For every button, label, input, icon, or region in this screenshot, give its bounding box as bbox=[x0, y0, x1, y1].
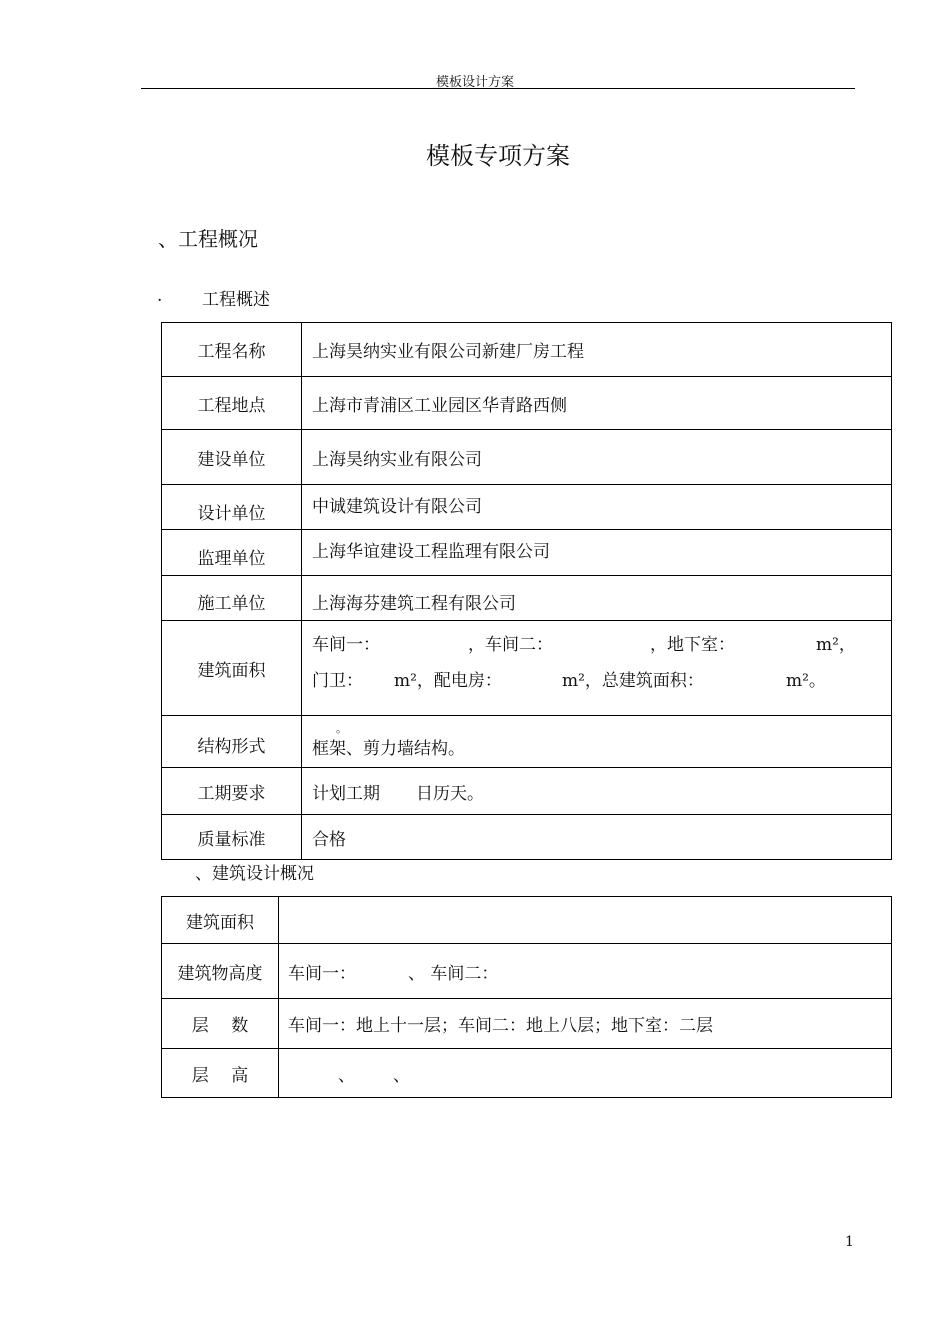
floor-height-sep-2: 、 bbox=[393, 1065, 410, 1086]
row-label: 工期要求 bbox=[162, 768, 302, 815]
row-value: 上海海芬建筑工程有限公司 bbox=[302, 576, 892, 621]
height-workshop-2: 、 车间二： bbox=[408, 963, 499, 984]
area-line-2 bbox=[312, 663, 891, 699]
row-label: 层 数 bbox=[162, 999, 279, 1049]
height-workshop-1: 车间一： bbox=[288, 963, 356, 984]
row-value: 上海昊纳实业有限公司新建厂房工程 bbox=[302, 323, 892, 377]
subsection-heading: 工程概述 bbox=[202, 290, 270, 310]
row-label: 工程名称 bbox=[162, 323, 302, 377]
row-label: 质量标准 bbox=[162, 815, 302, 860]
table-row bbox=[162, 430, 892, 485]
schedule-unit: 日历天。 bbox=[416, 783, 484, 804]
page-number: 1 bbox=[845, 1234, 854, 1250]
project-overview-table bbox=[161, 322, 892, 860]
row-label: 结构形式 bbox=[162, 716, 302, 768]
area-line-1 bbox=[312, 627, 891, 663]
floor-height-sep-1: 、 bbox=[338, 1065, 355, 1086]
table-row bbox=[162, 1049, 892, 1098]
row-value: 上海昊纳实业有限公司 bbox=[302, 430, 892, 485]
row-value: 上海华谊建设工程监理有限公司 bbox=[302, 530, 892, 576]
design-heading: 、建筑设计概况 bbox=[195, 864, 314, 884]
row-value bbox=[302, 716, 892, 768]
row-label: 设计单位 bbox=[162, 485, 302, 530]
table-row bbox=[162, 944, 892, 999]
area-workshop-2: ，车间二： bbox=[468, 635, 553, 655]
row-value: 中诚建筑设计有限公司 bbox=[302, 485, 892, 530]
design-overview-table bbox=[161, 896, 892, 1098]
area-basement: ，地下室： bbox=[650, 635, 735, 655]
row-value: 车间一：地上十一层；车间二：地上八层；地下室：二层 bbox=[279, 999, 892, 1049]
area-substation: m²，配电房： bbox=[394, 671, 502, 691]
row-value bbox=[302, 768, 892, 815]
stray-dot: 。 bbox=[336, 722, 347, 735]
running-header: 模板设计方案 bbox=[435, 75, 514, 90]
header-rule bbox=[141, 88, 855, 89]
row-label: 建筑面积 bbox=[162, 621, 302, 716]
table-row bbox=[162, 999, 892, 1049]
row-label: 建筑面积 bbox=[162, 897, 279, 944]
area-total: m²，总建筑面积： bbox=[562, 671, 704, 691]
subsection-number: . bbox=[157, 286, 163, 306]
row-label: 建筑物高度 bbox=[162, 944, 279, 999]
row-label: 建设单位 bbox=[162, 430, 302, 485]
schedule-text: 计划工期 bbox=[312, 783, 380, 804]
table-row bbox=[162, 768, 892, 815]
section-heading: 、工程概况 bbox=[158, 227, 258, 251]
table-row bbox=[162, 377, 892, 430]
row-label: 施工单位 bbox=[162, 576, 302, 621]
table-row bbox=[162, 716, 892, 768]
table-row bbox=[162, 485, 892, 530]
table-row bbox=[162, 621, 892, 716]
row-label: 层 高 bbox=[162, 1049, 279, 1098]
area-end-unit: m²。 bbox=[786, 671, 826, 691]
row-value bbox=[279, 944, 892, 999]
area-unit: m²， bbox=[816, 635, 856, 655]
row-value: 合格 bbox=[302, 815, 892, 860]
row-value: 上海市青浦区工业园区华青路西侧 bbox=[302, 377, 892, 430]
table-row bbox=[162, 815, 892, 860]
table-row bbox=[162, 530, 892, 576]
area-cell bbox=[302, 621, 892, 716]
row-label: 工程地点 bbox=[162, 377, 302, 430]
row-label: 监理单位 bbox=[162, 530, 302, 576]
table-row bbox=[162, 897, 892, 944]
row-value bbox=[279, 897, 892, 944]
table-row bbox=[162, 323, 892, 377]
row-value bbox=[279, 1049, 892, 1098]
table-row bbox=[162, 576, 892, 621]
area-gatehouse: 门卫： bbox=[312, 671, 363, 691]
document-title: 模板专项方案 bbox=[426, 142, 570, 170]
structure-text: 框架、剪力墙结构。 bbox=[312, 739, 465, 759]
area-workshop-1: 车间一： bbox=[312, 635, 380, 655]
